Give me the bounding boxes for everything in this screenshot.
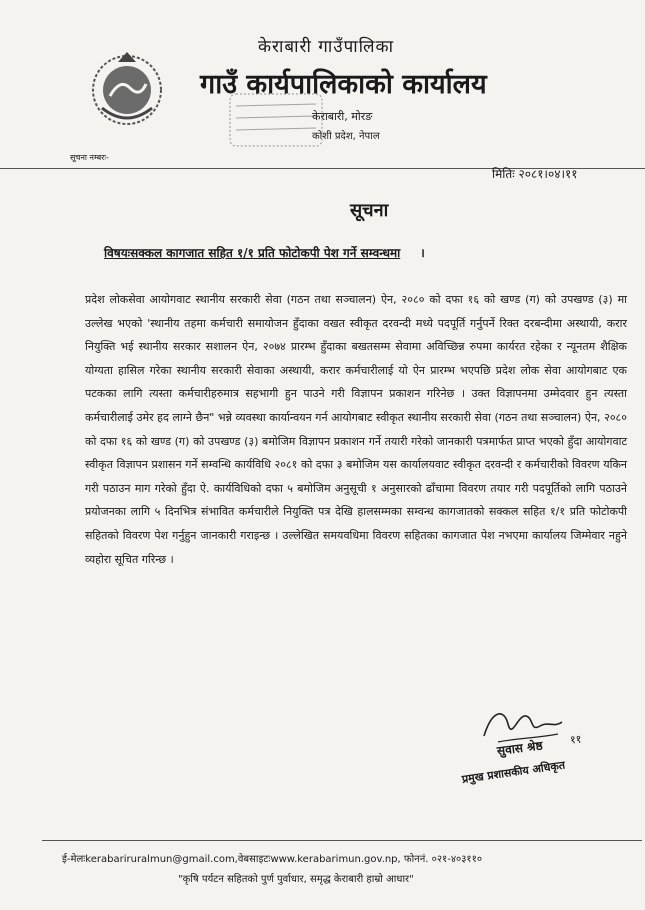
notice-subject xyxy=(104,244,425,261)
notice-date: मितिः २०८१।०४।११ xyxy=(492,167,578,181)
office-name: गाउँ कार्यपालिकाको कार्यालय xyxy=(200,69,487,100)
footer-contact: ई-मेलःkerabariruralmun@gmail.com,वेबसाइटःwww.kerabarimun.gov.np, फोननं. ०२१-४०३११० xyxy=(62,854,483,865)
subject-label: विषयः xyxy=(104,246,131,260)
signatory-designation: प्रमुख प्रशासकीय अधिकृत xyxy=(461,758,566,786)
notice-body: प्रदेश लोकसेवा आयोगवाट स्थानीय सरकारी सेवा (गठन तथा सञ्चालन) ऐन, २०८० को दफा १६ को खण्ड (ग) को उपखण्ड (३) मा उल्लेख भएको 'स्थानीय तहमा कर्मचारी समायोजन हुँदाका वखत स्वीकृत दरवन्दी मध्ये पदपूर्ति गर्नुपर्ने रिक्त दरबन्दीमा अस्थायी, करार नियुक्ति भई स्थानीय सरकार सशालन ऐन, २०७४ प्रारम्भ हुँदाका बखतसम्म सेवामा अविच्छिन्न रुपमा कार्यरत रहेका र न्यूनतम शैक्षिक योग्यता हासिल गरेका स्थानीय सरकारी सेवाका अस्थायी, करार कर्मचारीलाई यो ऐन प्रारम्भ भएपछि प्रदेश लोक सेवा आयोगबाट एक पटकका लागि त्यस्ता कर्मचारीहरुमात्र सहभागी हुन पाउने गरी विज्ञापन प्रकाशन गरिनेछ । उक्त विज्ञापनमा उम्मेदवार हुन त्यस्ता कर्मचारीलाई उमेर हद लाग्ने छैन" भन्ने व्यवस्था कार्यान्वयन गर्न आयोगबाट स्वीकृत स्थानीय सरकारी सेवा (गठन तथा सञ्चालन) ऐन, २०८० को दफा १६ को खण्ड (ग) को उपखण्ड (३) बमोजिम विज्ञापन प्रकाशन गर्ने तयारी गरेको जानकारी पत्रमार्फत प्राप्त भएको हुँदा आयोगवाट स्वीकृत विज्ञापन प्रशासन गर्ने सम्वन्धि कार्यविधि २०८१ को दफा ३ बमोजिम यस कार्यालयवाट स्वीकृत दरवन्दी र कर्मचारीको विवरण यकिन गरी पठाउन माग गरेको हुँदा ऐ. कार्यविधिको दफा ५ बमोजिम अनुसूची १ अनुसारको ढाँचामा विवरण तयार गरी पदपूर्तिको लागि पठाउने प्रयोजनका लागि ५ दिनभित्र संभावित कर्मचारीले नियुक्ति पत्र देखि हालसम्मका सम्वन्ध कागजातको सक्कल सहित १/१ प्रति फोटोकपी सहितको विवरण पेश गर्नुहुन जानकारी गराइन्छ । उल्लेखित समयवधिमा विवरण सहितका कागजात पेश नभएमा कार्यालय जिम्मेवार नहुने व्यहोरा सूचित गरिन्छ । xyxy=(85,293,627,566)
signatory-name: सुवास श्रेष्ठ xyxy=(496,738,544,758)
notice-title: सूचना xyxy=(350,200,389,221)
subject-text: सक्कल कागजात सहित १/१ प्रति फोटोकपी पेश गर्ने सम्वन्धमा xyxy=(130,246,401,260)
nepal-emblem-icon xyxy=(88,48,166,130)
signature-day: ११ xyxy=(569,732,582,747)
footer-divider xyxy=(42,840,642,841)
footer-slogan: "कृषि पर्यटन सहितको पुर्ण पुर्वाधार, समृद्ध केराबारी हाम्रो आधार" xyxy=(178,874,414,885)
address-line-1: केराबारी, मोरङ xyxy=(312,110,373,123)
municipality-name: केराबारी गाउँपालिका xyxy=(258,37,395,57)
reference-number-label: सूचना नम्बरः- xyxy=(70,153,109,162)
subject-end-mark: । xyxy=(420,246,425,260)
address-line-2: कोशी प्रदेश, नेपाल xyxy=(312,131,380,142)
